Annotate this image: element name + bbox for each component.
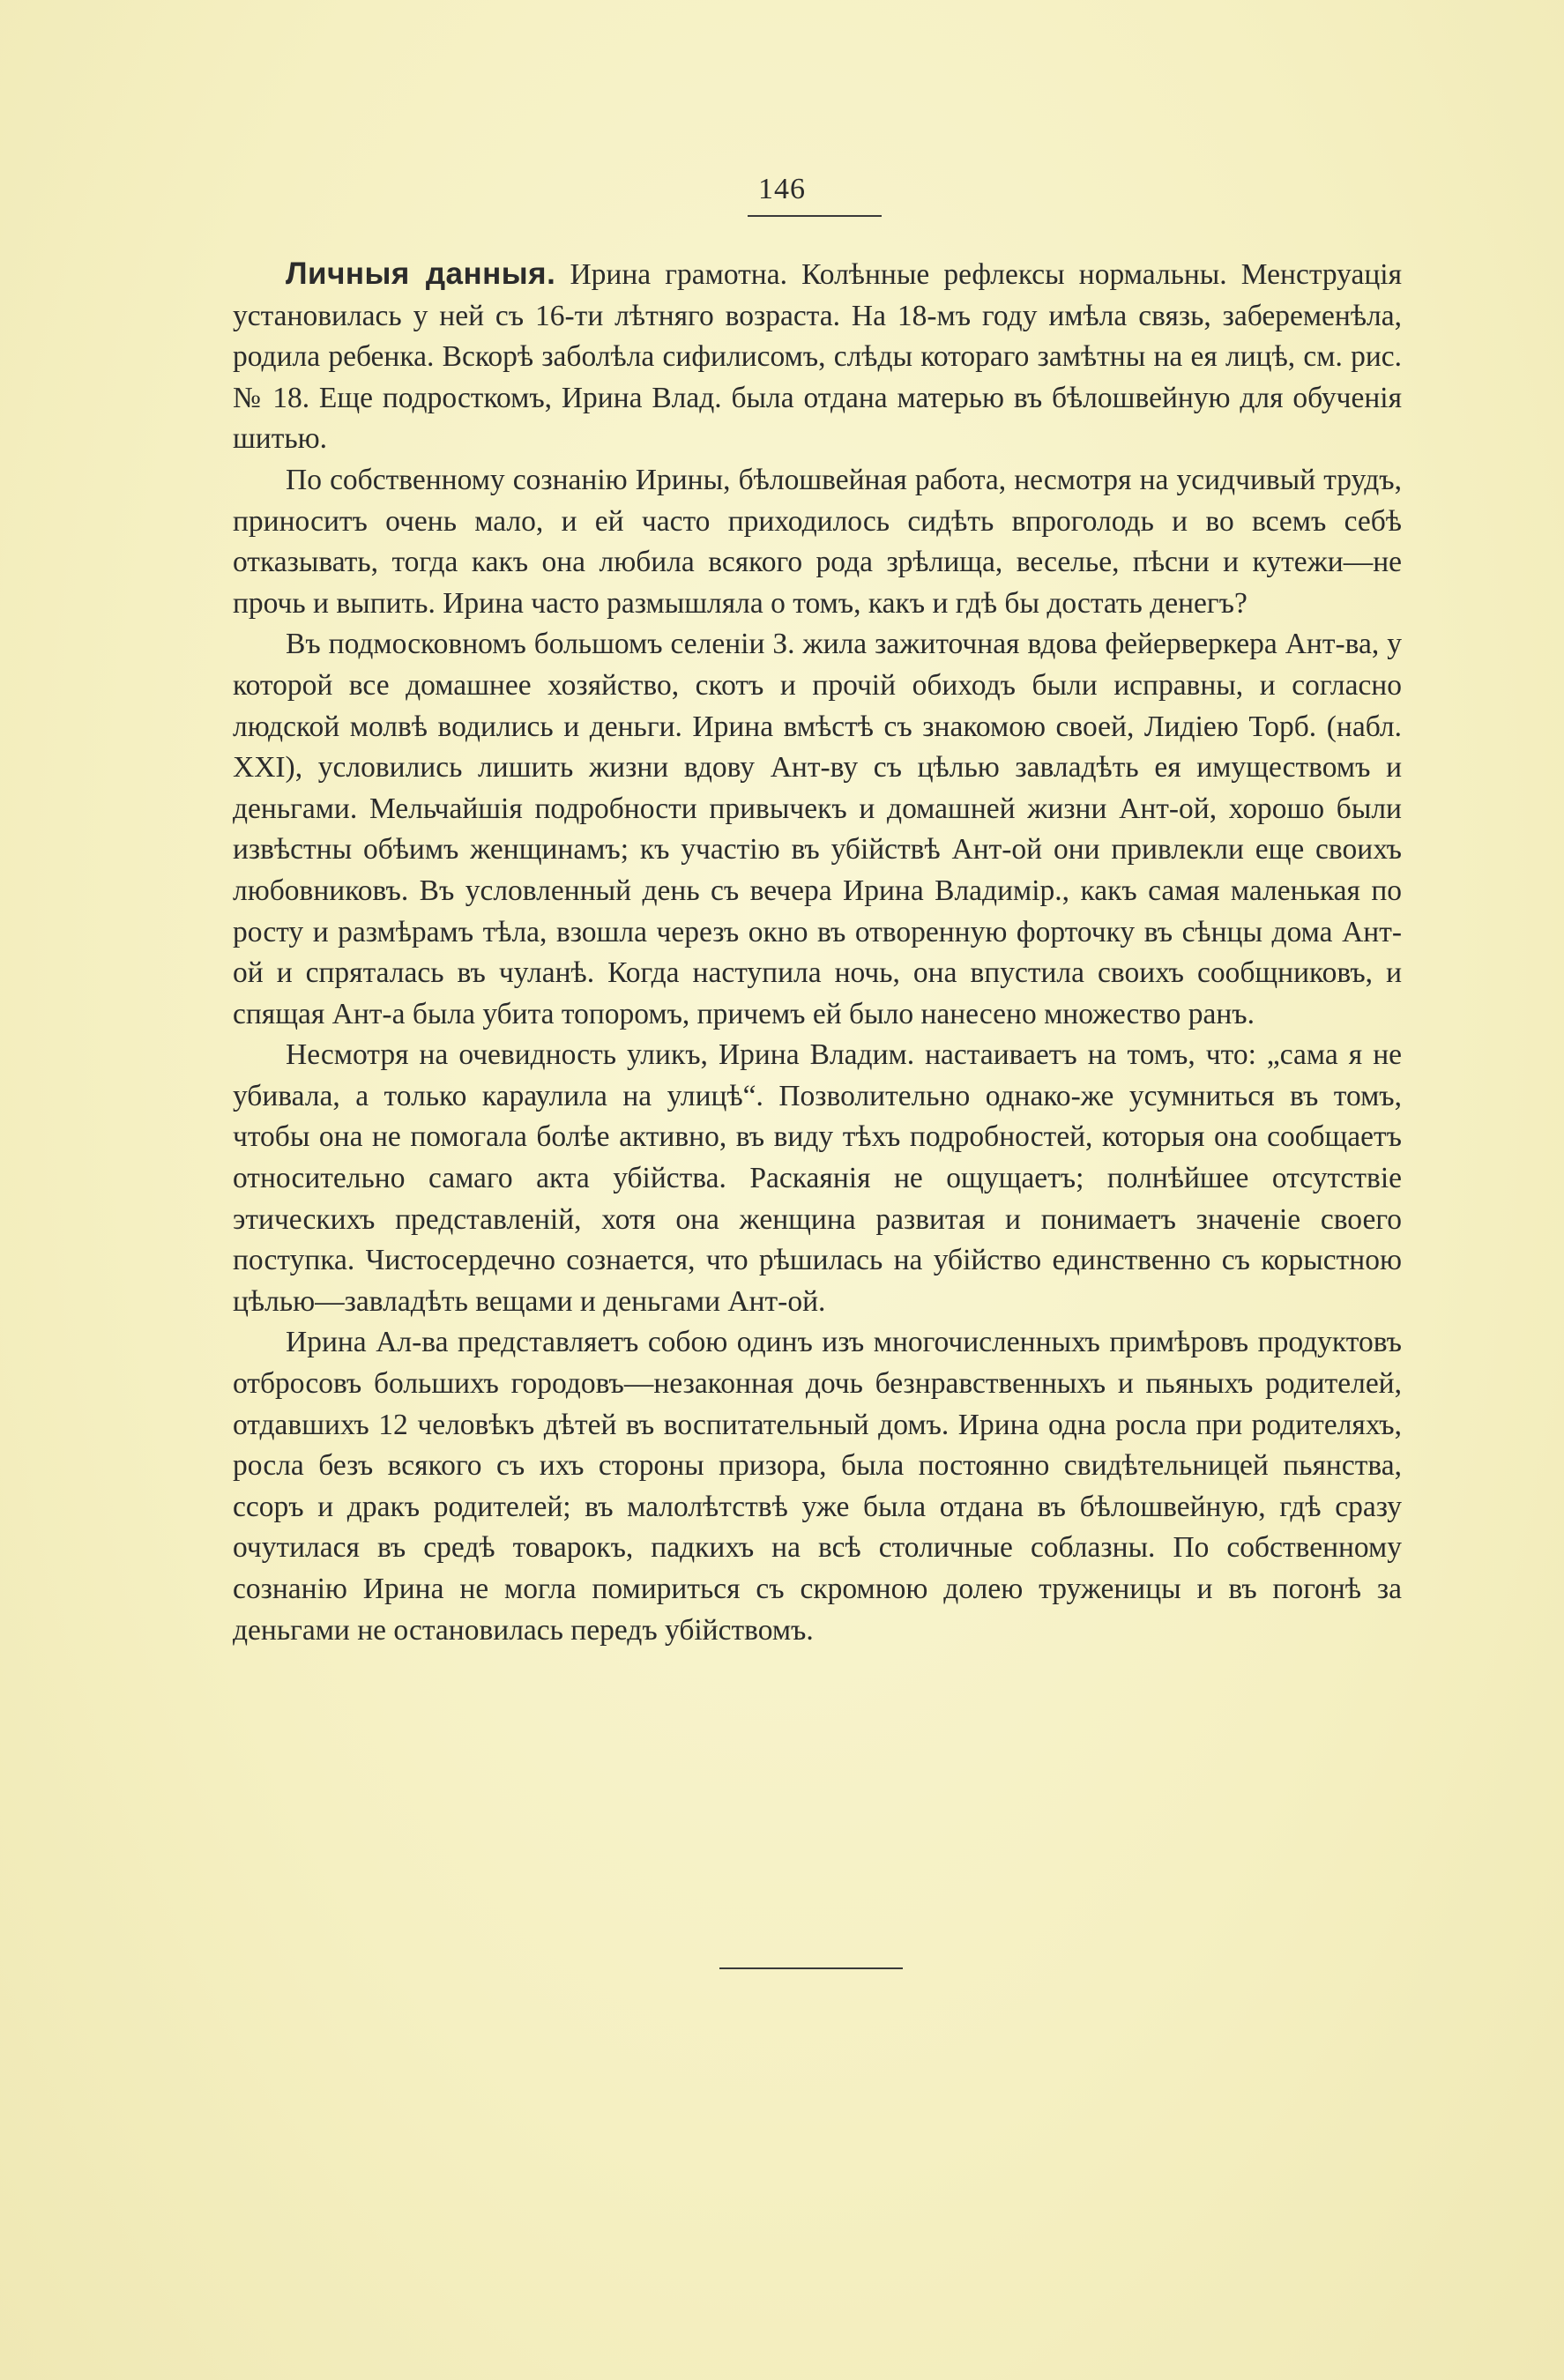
paragraph-1	[233, 254, 1402, 460]
footer-rule	[719, 1967, 903, 1969]
paragraph-text: По собственному сознанiю Ирины, бѣлошвейная работа, несмотря на усидчивый трудъ, приноситъ очень мало, и ей часто приходилось сидѣть впроголодь и во всемъ себѣ отказывать, тогда какъ она любила всякого рода зрѣлища, веселье, пѣсни и кутежи—не прочь и выпить. Ирина часто размышляла о томъ, какъ и гдѣ бы достать денегъ?	[233, 463, 1402, 620]
section-lead: Личныя данныя.	[286, 257, 556, 291]
paragraph-text: Несмотря на очевидность уликъ, Ирина Владим. настаиваетъ на томъ, что: „сама я не убивала, а только караулила на улицѣ“. Позволительно однако-же усумниться въ томъ, чтобы она не помогала болѣе активно, въ виду тѣхъ подробностей, которыя она сообщаетъ относительно самаго акта убiйства. Раскаянiя не ощущаетъ; полнѣйшее отсутствiе этическихъ представленiй, хотя она женщина развитая и понимаетъ значенiе своего поступка. Чистосердечно сознается, что рѣшилась на убiйство единственно съ корыстною цѣлью—завладѣть вещами и деньгами Ант-ой.	[233, 1038, 1402, 1318]
paragraph-2	[233, 460, 1402, 624]
paragraph-4	[233, 1035, 1402, 1322]
header-rule	[748, 215, 882, 217]
paragraph-text: Въ подмосковномъ большомъ селенiи З. жила зажиточная вдова фейерверкера Ант-ва, у которой все домашнее хозяйство, скотъ и прочiй обиходъ были исправны, и согласно людской молвѣ водились и деньги. Ирина вмѣстѣ съ знакомою своей, Лидiею Торб. (набл. XXI), условились лишить жизни вдову Ант-ву съ цѣлью завладѣть ея имуществомъ и деньгами. Мельчайшiя подробности привычекъ и домашней жизни Ант-ой, хорошо были извѣстны обѣимъ женщинамъ; къ участiю въ убiйствѣ Ант-ой они привлекли еще своихъ любовниковъ. Въ условленный день съ вечера Ирина Владимiр., какъ самая маленькая по росту и размѣрамъ тѣла, взошла черезъ окно въ отворенную форточку въ сѣнцы дома Ант-ой и спряталась въ чуланѣ. Когда наступила ночь, она впустила своихъ сообщниковъ, и спящая Ант-а была убита топоромъ, причемъ ей было нанесено множество ранъ.	[233, 628, 1402, 1030]
paragraph-text: Ирина грамотна. Колѣнные рефлексы нормальны. Менструацiя установилась у ней съ 16-ти лѣтняго возраста. На 18-мъ году имѣла связь, забеременѣла, родила ребенка. Вскорѣ заболѣла сифилисомъ, слѣды котораго замѣтны на ея лицѣ, см. рис. № 18. Еще подросткомъ, Ирина Влад. была отдана матерью въ бѣлошвейную для обученiя шитью.	[233, 258, 1402, 456]
paragraph-3	[233, 624, 1402, 1035]
body-text	[233, 254, 1402, 1651]
paragraph-text: Ирина Ал-ва представляетъ собою одинъ изъ многочисленныхъ примѣровъ продуктовъ отбросовъ большихъ городовъ—незаконная дочь безнравственныхъ и пьяныхъ родителей, отдавшихъ 12 человѣкъ дѣтей въ воспитательный домъ. Ирина одна росла при родителяхъ, росла безъ всякого съ ихъ стороны призора, была постоянно свидѣтельницей пьянства, ссоръ и дракъ родителей; въ малолѣтствѣ уже была отдана въ бѣлошвейную, гдѣ сразу очутилася въ средѣ товарокъ, падкихъ на всѣ столичные соблазны. По собственному сознанiю Ирина не могла помириться съ скромною долею труженицы и въ погонѣ за деньгами не остановилась передъ убiйствомъ.	[233, 1326, 1402, 1647]
page-number: 146	[758, 173, 806, 205]
paragraph-5	[233, 1322, 1402, 1651]
